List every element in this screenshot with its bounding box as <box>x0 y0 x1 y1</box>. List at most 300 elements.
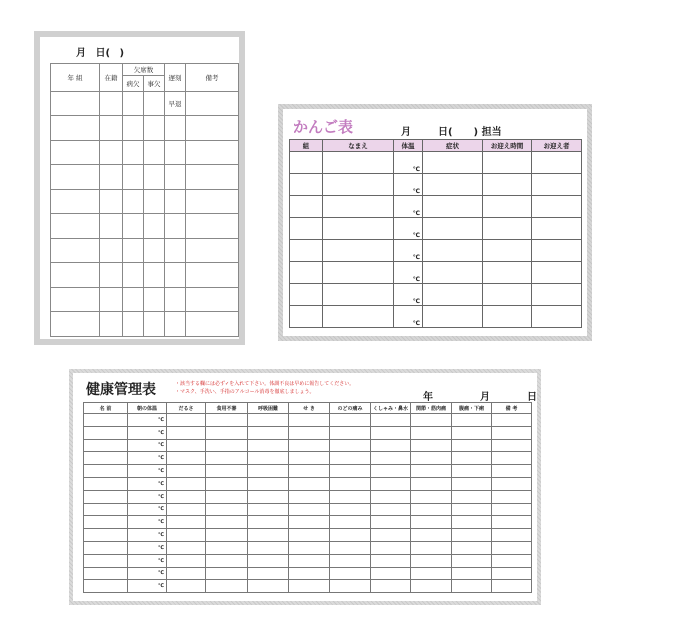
health-table <box>83 402 532 593</box>
month-label: 月 <box>76 48 86 59</box>
table-cell <box>483 218 532 240</box>
table-cell <box>323 284 394 306</box>
table-cell <box>323 218 394 240</box>
table-cell <box>186 238 239 263</box>
table-cell <box>248 541 289 554</box>
table-cell <box>289 452 330 465</box>
table-cell <box>51 287 100 312</box>
table-cell <box>492 439 532 452</box>
table-cell <box>532 306 582 328</box>
kango-board <box>278 104 592 341</box>
table-cell <box>371 580 411 593</box>
table-cell <box>371 516 411 529</box>
table-cell <box>206 554 248 567</box>
day-label: 日 <box>526 392 537 403</box>
temperature-unit: ℃ <box>128 503 167 516</box>
table-row <box>290 262 582 284</box>
table-cell <box>289 414 330 427</box>
table-cell <box>411 452 452 465</box>
table-row <box>51 238 239 263</box>
table-cell <box>144 92 165 116</box>
table-cell <box>289 465 330 478</box>
table-cell <box>452 426 492 439</box>
table-cell <box>123 263 144 288</box>
table-row <box>290 196 582 218</box>
table-cell <box>165 263 186 288</box>
table-cell <box>423 306 483 328</box>
col-sneeze: くしゃみ・鼻水 <box>371 403 411 414</box>
table-cell <box>167 477 206 490</box>
table-cell <box>206 465 248 478</box>
table-cell <box>84 554 128 567</box>
temperature-unit: ℃ <box>128 516 167 529</box>
table-cell <box>144 214 165 239</box>
table-cell <box>452 567 492 580</box>
table-row <box>51 214 239 239</box>
day-label: 日 <box>437 127 448 138</box>
table-row <box>51 263 239 288</box>
table-row <box>84 439 532 452</box>
table-row <box>290 218 582 240</box>
table-cell <box>330 529 371 542</box>
table-cell <box>144 189 165 214</box>
table-cell <box>452 414 492 427</box>
table-cell <box>144 238 165 263</box>
month-label: 月 <box>479 392 490 403</box>
table-cell <box>165 189 186 214</box>
table-cell <box>452 529 492 542</box>
table-cell <box>206 516 248 529</box>
col-other-absence: 事欠 <box>144 76 165 92</box>
table-cell <box>206 426 248 439</box>
table-cell <box>411 465 452 478</box>
table-cell <box>206 439 248 452</box>
table-cell <box>100 312 123 337</box>
table-row <box>51 165 239 190</box>
table-cell <box>483 262 532 284</box>
table-cell <box>492 426 532 439</box>
table-row <box>51 116 239 141</box>
col-breathing: 呼吸困難 <box>248 403 289 414</box>
table-cell <box>290 284 323 306</box>
table-cell <box>84 414 128 427</box>
temperature-unit: ℃ <box>128 529 167 542</box>
table-cell <box>423 196 483 218</box>
table-cell <box>167 439 206 452</box>
table-row <box>84 580 532 593</box>
col-name: 名 前 <box>84 403 128 414</box>
table-cell <box>84 567 128 580</box>
table-cell <box>330 554 371 567</box>
table-cell <box>483 174 532 196</box>
table-cell <box>206 490 248 503</box>
table-row <box>290 284 582 306</box>
table-cell <box>186 189 239 214</box>
table-cell <box>289 439 330 452</box>
table-cell <box>483 240 532 262</box>
table-cell <box>289 541 330 554</box>
table-cell <box>423 174 483 196</box>
temperature-unit: ℃ <box>394 152 423 174</box>
year-label: 年 <box>423 392 433 403</box>
table-cell <box>100 140 123 165</box>
table-cell <box>100 165 123 190</box>
table-cell <box>371 477 411 490</box>
table-cell <box>330 465 371 478</box>
kango-header-row <box>290 140 582 152</box>
table-cell <box>330 452 371 465</box>
table-cell <box>84 580 128 593</box>
table-cell <box>206 529 248 542</box>
table-cell <box>84 426 128 439</box>
table-cell <box>323 152 394 174</box>
table-cell <box>492 516 532 529</box>
table-cell <box>248 465 289 478</box>
table-row <box>290 240 582 262</box>
table-cell <box>492 414 532 427</box>
table-cell <box>84 452 128 465</box>
temperature-unit: ℃ <box>128 439 167 452</box>
table-cell <box>483 152 532 174</box>
table-cell <box>186 140 239 165</box>
table-cell <box>51 116 100 141</box>
table-row <box>290 174 582 196</box>
table-cell <box>423 218 483 240</box>
attendance-rows <box>51 116 239 337</box>
table-cell <box>167 567 206 580</box>
table-cell <box>371 567 411 580</box>
kango-date-header: 月 日( ) 担当 <box>401 127 502 138</box>
table-cell <box>248 503 289 516</box>
table-row <box>84 490 532 503</box>
col-notes: 備 考 <box>492 403 532 414</box>
kango-board-surface <box>283 109 587 336</box>
table-cell <box>492 490 532 503</box>
col-fatigue: だるさ <box>167 403 206 414</box>
table-cell <box>123 312 144 337</box>
table-row <box>84 503 532 516</box>
table-cell <box>51 92 100 116</box>
table-row <box>84 541 532 554</box>
table-cell <box>206 503 248 516</box>
table-cell <box>206 567 248 580</box>
table-cell <box>84 529 128 542</box>
table-cell <box>452 503 492 516</box>
table-cell <box>423 240 483 262</box>
table-cell <box>330 580 371 593</box>
table-cell <box>51 165 100 190</box>
table-cell <box>167 529 206 542</box>
table-cell <box>100 116 123 141</box>
table-row <box>84 567 532 580</box>
table-cell <box>290 196 323 218</box>
health-date-header <box>423 388 537 403</box>
col-enrolled: 在籍 <box>100 64 123 92</box>
table-cell <box>532 262 582 284</box>
table-cell <box>492 567 532 580</box>
table-cell <box>532 284 582 306</box>
table-cell <box>289 567 330 580</box>
table-cell <box>532 174 582 196</box>
table-cell <box>248 580 289 593</box>
table-cell <box>411 541 452 554</box>
table-cell <box>411 503 452 516</box>
table-cell <box>452 452 492 465</box>
temperature-unit: ℃ <box>394 218 423 240</box>
col-appetite: 食用不審 <box>206 403 248 414</box>
table-cell <box>323 306 394 328</box>
table-cell <box>165 165 186 190</box>
table-cell <box>144 140 165 165</box>
table-row <box>51 189 239 214</box>
table-cell <box>290 218 323 240</box>
table-cell <box>371 414 411 427</box>
table-cell <box>289 580 330 593</box>
table-cell <box>165 287 186 312</box>
table-cell <box>289 503 330 516</box>
temperature-unit: ℃ <box>394 196 423 218</box>
table-cell <box>330 567 371 580</box>
table-cell <box>423 152 483 174</box>
table-cell <box>206 580 248 593</box>
table-row <box>84 529 532 542</box>
table-row <box>84 426 532 439</box>
temperature-unit: ℃ <box>128 477 167 490</box>
attendance-board-surface <box>40 37 239 339</box>
table-cell <box>452 554 492 567</box>
table-cell <box>248 414 289 427</box>
staff-label: 担当 <box>481 127 502 138</box>
table-cell <box>100 263 123 288</box>
col-sore-throat: のどの痛み <box>330 403 371 414</box>
table-cell <box>452 465 492 478</box>
col-grade-class: 年 組 <box>51 64 100 92</box>
table-cell <box>206 452 248 465</box>
table-cell <box>289 426 330 439</box>
temperature-unit: ℃ <box>128 426 167 439</box>
health-note-2: ・マスク、手洗い、手指のアルコール消毒を徹底しましょう。 <box>175 389 315 395</box>
table-cell <box>371 439 411 452</box>
table-cell <box>84 477 128 490</box>
table-cell <box>323 196 394 218</box>
temperature-unit: ℃ <box>394 240 423 262</box>
table-cell <box>371 503 411 516</box>
col-symptoms: 症状 <box>423 140 483 152</box>
table-cell <box>492 580 532 593</box>
table-cell <box>411 567 452 580</box>
table-cell <box>371 452 411 465</box>
table-cell <box>167 414 206 427</box>
health-header-row <box>84 403 532 414</box>
table-row <box>51 140 239 165</box>
table-cell <box>167 426 206 439</box>
table-cell <box>186 214 239 239</box>
table-cell <box>289 516 330 529</box>
table-cell <box>206 414 248 427</box>
table-cell <box>452 580 492 593</box>
col-absence-count: 欠席数 <box>123 64 165 76</box>
table-cell <box>411 477 452 490</box>
table-cell <box>248 426 289 439</box>
table-cell <box>330 477 371 490</box>
table-cell <box>330 426 371 439</box>
table-cell <box>330 490 371 503</box>
table-row <box>84 452 532 465</box>
table-cell <box>51 238 100 263</box>
table-cell <box>186 287 239 312</box>
attendance-board <box>34 31 245 345</box>
table-cell <box>452 541 492 554</box>
table-cell <box>144 116 165 141</box>
table-cell <box>144 263 165 288</box>
table-cell <box>371 541 411 554</box>
col-pickup-person: お迎え者 <box>532 140 582 152</box>
col-pickup-time: お迎え時間 <box>483 140 532 152</box>
col-early-leave: 早退 <box>165 92 186 116</box>
table-cell <box>167 490 206 503</box>
table-cell <box>371 465 411 478</box>
table-cell <box>452 439 492 452</box>
table-cell <box>290 152 323 174</box>
table-cell <box>330 541 371 554</box>
table-cell <box>452 490 492 503</box>
table-cell <box>532 240 582 262</box>
table-cell <box>289 477 330 490</box>
table-cell <box>411 490 452 503</box>
health-board-surface <box>73 373 537 601</box>
table-cell <box>423 262 483 284</box>
table-cell <box>411 426 452 439</box>
col-joint-pain: 関節・筋肉痛 <box>411 403 452 414</box>
table-cell <box>84 503 128 516</box>
day-label: 日 <box>95 48 106 59</box>
table-row <box>290 306 582 328</box>
table-cell <box>492 529 532 542</box>
table-cell <box>371 554 411 567</box>
table-cell <box>167 580 206 593</box>
table-cell <box>411 516 452 529</box>
kango-title: かんご表 <box>293 118 354 136</box>
table-cell <box>248 452 289 465</box>
table-cell <box>492 452 532 465</box>
table-cell <box>144 312 165 337</box>
table-cell <box>186 92 239 116</box>
table-row <box>51 287 239 312</box>
col-late: 遅刻 <box>165 64 186 92</box>
table-cell <box>248 477 289 490</box>
table-cell <box>532 152 582 174</box>
table-cell <box>323 174 394 196</box>
table-cell <box>411 414 452 427</box>
table-cell <box>123 189 144 214</box>
table-cell <box>290 174 323 196</box>
table-cell <box>84 541 128 554</box>
temperature-unit: ℃ <box>128 452 167 465</box>
table-cell <box>492 554 532 567</box>
col-class: 組 <box>290 140 323 152</box>
table-cell <box>452 516 492 529</box>
table-cell <box>100 92 123 116</box>
col-notes: 備考 <box>186 64 239 92</box>
table-cell <box>84 516 128 529</box>
table-row <box>51 312 239 337</box>
table-cell <box>165 140 186 165</box>
table-cell <box>452 477 492 490</box>
attendance-date-header: 月 日( ) <box>76 48 125 59</box>
col-temperature: 体温 <box>394 140 423 152</box>
health-board <box>69 369 541 605</box>
col-name: なまえ <box>323 140 394 152</box>
table-cell <box>289 554 330 567</box>
temperature-unit: ℃ <box>394 174 423 196</box>
table-cell <box>84 439 128 452</box>
temperature-unit: ℃ <box>128 580 167 593</box>
table-cell <box>165 238 186 263</box>
table-cell <box>51 263 100 288</box>
temperature-unit: ℃ <box>128 541 167 554</box>
table-cell <box>123 140 144 165</box>
table-cell <box>248 516 289 529</box>
table-cell <box>167 503 206 516</box>
table-cell <box>167 452 206 465</box>
table-cell <box>167 554 206 567</box>
table-cell <box>100 287 123 312</box>
table-cell <box>330 414 371 427</box>
month-label: 月 <box>401 127 411 138</box>
temperature-unit: ℃ <box>128 465 167 478</box>
table-cell <box>100 238 123 263</box>
table-cell <box>411 439 452 452</box>
table-row <box>84 516 532 529</box>
table-cell <box>165 312 186 337</box>
temperature-unit: ℃ <box>128 490 167 503</box>
table-cell <box>290 262 323 284</box>
table-cell <box>123 287 144 312</box>
health-note-1: ・該当する欄には必ず✓を入れて下さい。体調不良は早めに報告してください。 <box>175 381 355 387</box>
table-cell <box>144 165 165 190</box>
table-cell <box>206 541 248 554</box>
table-cell <box>123 165 144 190</box>
col-morning-temp: 朝の体温 <box>128 403 167 414</box>
table-cell <box>186 116 239 141</box>
table-cell <box>483 306 532 328</box>
attendance-table <box>50 63 239 337</box>
col-cough: せ き <box>289 403 330 414</box>
health-title: 健康管理表 <box>86 382 156 398</box>
table-cell <box>411 554 452 567</box>
table-cell <box>330 439 371 452</box>
table-cell <box>411 529 452 542</box>
table-cell <box>323 240 394 262</box>
table-cell <box>186 165 239 190</box>
table-cell <box>492 465 532 478</box>
temperature-unit: ℃ <box>128 567 167 580</box>
table-cell <box>248 529 289 542</box>
kango-rows <box>290 152 582 328</box>
table-cell <box>123 238 144 263</box>
table-cell <box>123 116 144 141</box>
table-row <box>84 554 532 567</box>
table-cell <box>248 490 289 503</box>
temperature-unit: ℃ <box>128 414 167 427</box>
table-cell <box>51 214 100 239</box>
table-cell <box>165 214 186 239</box>
table-cell <box>51 140 100 165</box>
table-cell <box>411 580 452 593</box>
table-cell <box>248 554 289 567</box>
table-cell <box>290 306 323 328</box>
table-cell <box>144 287 165 312</box>
